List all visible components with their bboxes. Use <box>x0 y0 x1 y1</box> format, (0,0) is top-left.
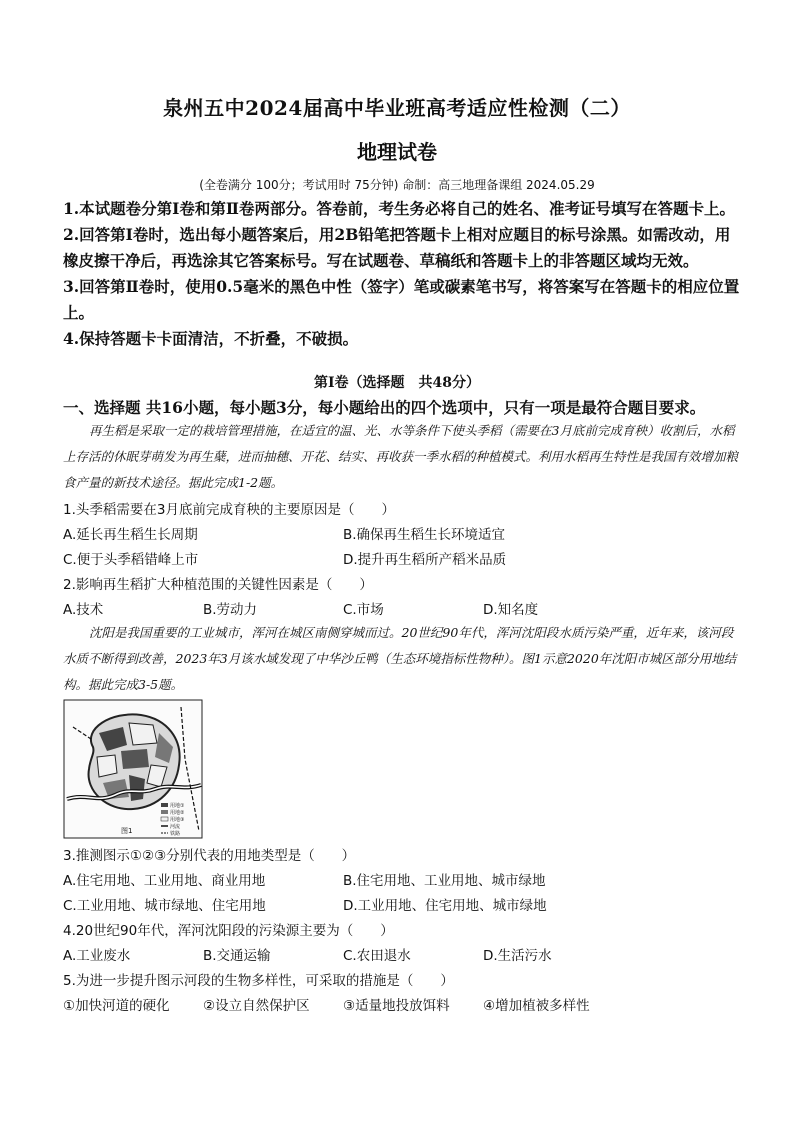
instruction-4: 4.保持答题卡卡面清洁，不折叠，不破损。 <box>63 329 359 348</box>
legend-label-3: 用地③ <box>170 817 185 823</box>
question-2-stem: 2.影响再生稻扩大种植范围的关键性因素是（ ） <box>63 577 373 593</box>
q4-option-a: A.工业废水 <box>63 948 131 964</box>
instructions <box>63 196 743 352</box>
legend-label-2: 用地② <box>170 810 185 816</box>
q1-option-a: A.延长再生稻生长周期 <box>63 527 198 543</box>
q5-item-1: ①加快河道的硬化 <box>63 998 170 1014</box>
q4-option-b: B.交通运输 <box>203 948 271 964</box>
section-heading: 第Ⅰ卷（选择题 共48分） <box>313 375 481 391</box>
exam-subject: 地理试卷 <box>357 140 437 164</box>
q5-item-3: ③适量地投放饵料 <box>343 998 450 1014</box>
question-3-stem: 3.推测图示①②③分别代表的用地类型是（ ） <box>63 848 356 864</box>
land-use-map <box>63 699 203 839</box>
q1-option-d: D.提升再生稻所产稻米品质 <box>343 552 507 568</box>
question-1-stem: 1.头季稻需要在3月底前完成育秧的主要原因是（ ） <box>63 502 395 518</box>
legend-label-1: 用地① <box>170 803 185 809</box>
exam-meta: (全卷满分 100分；考试用时 75分钟) 命制：高三地理备课组 2024.05.29 <box>199 178 595 192</box>
legend-label-rail: 铁路 <box>170 831 181 837</box>
passage-1: 再生稻是采取一定的栽培管理措施，在适宜的温、光、水等条件下使头季稻（需要在3月底前完成育秧）收割后，水稻上存活的休眠芽萌发为再生蘖，进而抽穗、开花、结实、再收获一季水稻的种植模式。利用水稻再生特性是我国有效增加粮食产量的新技术途径。据此完成1-2题。 <box>63 423 739 490</box>
q2-option-d: D.知名度 <box>483 602 539 618</box>
q2-option-c: C.市场 <box>343 602 384 618</box>
q4-option-c: C.农田退水 <box>343 948 411 964</box>
figure-1-map <box>63 699 203 839</box>
q3-option-a: A.住宅用地、工业用地、商业用地 <box>63 873 266 889</box>
q1-option-b: B.确保再生稻生长环境适宜 <box>343 527 506 543</box>
q1-option-c: C.便于头季稻错峰上市 <box>63 552 199 568</box>
instruction-3: 3.回答第Ⅱ卷时，使用0.5毫米的黑色中性（签字）笔或碳素笔书写，将答案写在答题卡的相应位置上。 <box>63 277 740 322</box>
exam-title: 泉州五中2024届高中毕业班高考适应性检测（二） <box>163 96 631 120</box>
q3-option-d: D.工业用地、住宅用地、城市绿地 <box>343 898 547 914</box>
question-4-stem: 4.20世纪90年代，浑河沈阳段的污染源主要为（ ） <box>63 923 394 939</box>
q4-option-d: D.生活污水 <box>483 948 552 964</box>
q5-item-2: ②设立自然保护区 <box>203 998 310 1014</box>
q2-option-a: A.技术 <box>63 602 104 618</box>
q2-option-b: B.劳动力 <box>203 602 258 618</box>
figure-caption: 图1 <box>121 827 133 835</box>
q3-option-c: C.工业用地、城市绿地、住宅用地 <box>63 898 266 914</box>
instruction-2: 2.回答第Ⅰ卷时，选出每小题答案后，用2B铅笔把答题卡上相对应题目的标号涂黑。如需改动，用橡皮擦干净后，再选涂其它答案标号。写在试题卷、草稿纸和答题卡上的非答题区域均无效。 <box>63 225 731 270</box>
passage-2: 沈阳是我国重要的工业城市，浑河在城区南侧穿城而过。20世纪90年代，浑河沈阳段水质污染严重，近年来，该河段水质不断得到改善，2023年3月该水域发现了中华沙丘鸭（生态环境指标性物种）。图1示意2020年沈阳市城区部分用地结构。据此完成3-5题。 <box>63 625 737 692</box>
q3-option-b: B.住宅用地、工业用地、城市绿地 <box>343 873 546 889</box>
legend-label-river: 河流 <box>170 824 181 830</box>
part-heading: 一、选择题 共16小题，每小题3分，每小题给出的四个选项中，只有一项是最符合题目要求。 <box>63 398 706 417</box>
instruction-1: 1.本试题卷分第Ⅰ卷和第Ⅱ卷两部分。答卷前，考生务必将自己的姓名、准考证号填写在答题卡上。 <box>63 199 735 218</box>
question-5-stem: 5.为进一步提升图示河段的生物多样性，可采取的措施是（ ） <box>63 973 454 989</box>
q5-item-4: ④增加植被多样性 <box>483 998 590 1014</box>
